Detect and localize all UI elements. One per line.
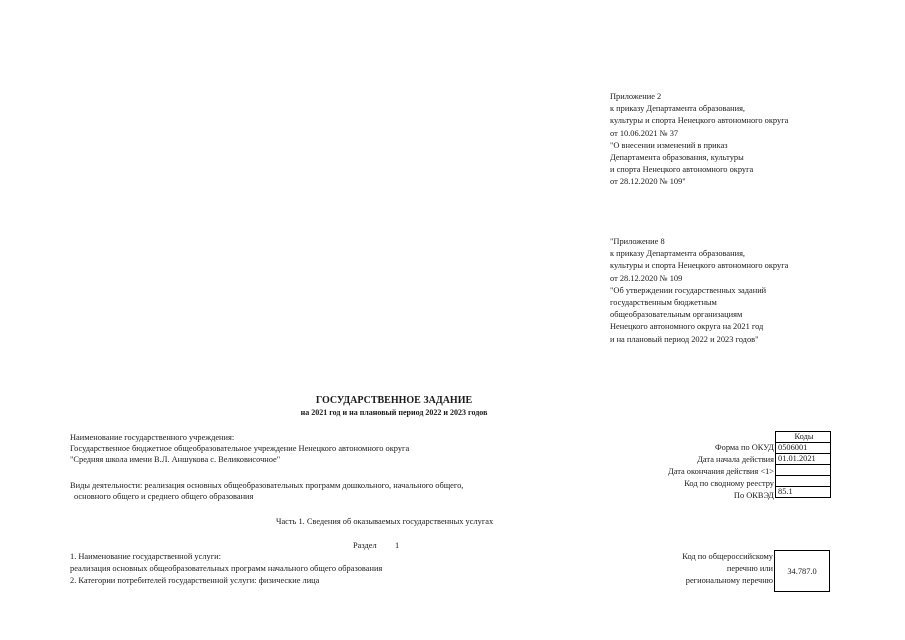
- codes-header: Коды: [776, 432, 831, 443]
- appendix-2-line: от 28.12.2020 № 109": [610, 177, 686, 187]
- institution-name: Государственное бюджетное общеобразовательное учреждение Ненецкого автономного округа: [70, 444, 410, 453]
- appendix-8-line: к приказу Департамента образования,: [610, 249, 746, 259]
- registry-code-value: 34.787.0: [787, 566, 817, 576]
- activity-types: Виды деятельности: реализация основных общеобразовательных программ дошкольного, начального общего,: [70, 481, 464, 490]
- appendix-2-line: Департамента образования, культуры: [610, 153, 744, 163]
- registry-label-3: региональному перечню: [685, 576, 773, 585]
- appendix-2-line: к приказу Департамента образования,: [610, 104, 746, 114]
- appendix-8-line: культуры и спорта Ненецкого автономного округа: [610, 261, 789, 271]
- institution-label: Наименование государственного учреждения:: [70, 433, 235, 442]
- appendix-2-line: культуры и спорта Ненецкого автономного округа: [610, 116, 789, 126]
- registry-code-value: [776, 476, 831, 487]
- appendix-8-line: от 28.12.2020 № 109: [610, 273, 683, 283]
- registry-label-2: перечню или: [726, 564, 773, 573]
- appendix-2-line: Приложение 2: [610, 92, 662, 101]
- form-okud-value: 0506001: [776, 443, 831, 454]
- section-number: 1: [395, 541, 400, 550]
- appendix-8-line: Ненецкого автономного округа на 2021 год: [610, 322, 764, 332]
- start-date-label: Дата начала действия: [697, 455, 774, 464]
- consumer-category: 2. Категории потребителей государственной услуги: физические лица: [70, 576, 320, 585]
- registry-code-label: Код по сводному реестру: [684, 479, 774, 488]
- end-date-label: Дата окончания действия <1>: [668, 467, 774, 476]
- appendix-8-line: "Приложение 8: [610, 237, 665, 246]
- appendix-8-line: государственным бюджетным: [610, 298, 717, 308]
- appendix-2-block: [610, 91, 788, 189]
- service-name-value: реализация основных общеобразовательных программ начального общего образования: [70, 564, 383, 573]
- institution-name-2: "Средняя школа имени В.Л. Аншукова с. Великовисочное": [70, 455, 281, 464]
- start-date-value: 01.01.2021: [776, 454, 831, 465]
- appendix-2-line: от 10.06.2021 № 37: [610, 128, 679, 138]
- appendix-8-line: общеобразовательным организациям: [610, 310, 743, 320]
- codes-table: [775, 431, 831, 498]
- document-title: ГОСУДАРСТВЕННОЕ ЗАДАНИЕ: [315, 395, 473, 406]
- activity-types-2: основного общего и среднего общего образования: [74, 492, 254, 501]
- registry-label-1: Код по общероссийскому: [682, 552, 773, 561]
- part-1-heading: Часть 1. Сведения об оказываемых государственных услугах: [276, 517, 494, 526]
- form-okud-label: Форма по ОКУД: [715, 443, 774, 452]
- appendix-8-line: "Об утверждении государственных заданий: [610, 285, 767, 295]
- okved-label: По ОКВЭД: [733, 491, 774, 500]
- document-subtitle: на 2021 год и на плановый период 2022 и 2023 годов: [300, 408, 488, 417]
- okved-value: 85.1: [776, 487, 831, 498]
- appendix-2-line: и спорта Ненецкого автономного округа: [610, 165, 754, 175]
- registry-code-box: [774, 550, 830, 592]
- service-name-label: 1. Наименование государственной услуги:: [70, 552, 221, 561]
- appendix-2-line: "О внесении изменений в приказ: [610, 140, 728, 150]
- appendix-8-line: и на плановый период 2022 и 2023 годов": [610, 334, 759, 344]
- section-label: Раздел: [353, 541, 377, 550]
- end-date-value: [776, 465, 831, 476]
- appendix-8-block: [610, 236, 788, 346]
